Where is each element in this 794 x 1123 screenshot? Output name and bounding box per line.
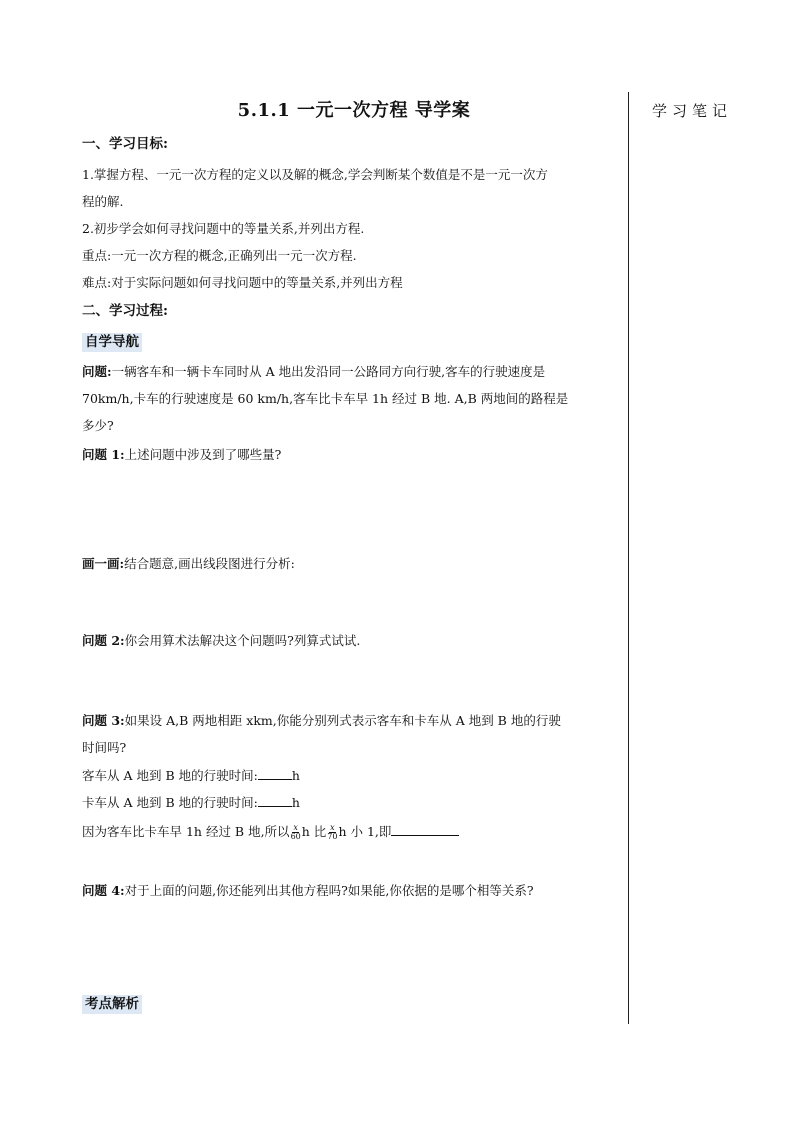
question-4 [82,883,534,898]
problem-line-2: 70km/h,卡车的行驶速度是 60 km/h,客车比卡车早 1h 经过 B 地. A,B 两地间的路程是 [82,391,569,406]
key-point: 重点:一元一次方程的概念,正确列出一元一次方程. [82,248,357,263]
fraction-2-numerator: x [330,823,335,832]
truck-time-line [82,794,300,810]
bus-time-unit: h [291,768,300,783]
fraction-2-denominator: 70 [327,832,338,841]
equation-blank[interactable] [391,823,459,836]
problem-line-1 [82,364,545,379]
draw-prompt [82,556,295,571]
difficulty-point: 难点:对于实际问题如何寻找问题中的等量关系,并列出方程 [82,275,403,290]
question-3-text-1: 如果设 A,B 两地相距 xkm,你能分别列式表示客车和卡车从 A 地到 B 地的行驶 [124,713,561,728]
problem-label: 问题: [82,364,112,379]
question-2 [82,633,360,648]
exam-analysis-label: 考点解析 [82,995,142,1014]
fraction-x-over-70 [327,824,337,841]
question-2-text: 你会用算术法解决这个问题吗?列算式试试. [124,633,361,648]
section-process-heading: 二、学习过程: [82,303,168,319]
notes-column-divider [628,92,629,1024]
truck-time-blank[interactable] [258,794,292,807]
question-2-label: 问题 2: [82,633,125,648]
study-notes-label: 学习笔记 [652,102,733,120]
question-1 [82,447,281,462]
question-4-text: 对于上面的问题,你还能列出其他方程吗?如果能,你依据的是哪个相等关系? [124,883,534,898]
objective-1-line-2: 程的解. [82,194,124,209]
question-3-line-2: 时间吗? [82,740,127,755]
question-3-label: 问题 3: [82,713,125,728]
because-mid-2: h 小 1,即 [338,824,392,839]
because-line [82,823,459,841]
question-1-text: 上述问题中涉及到了哪些量? [124,447,282,462]
draw-text: 结合题意,画出线段图进行分析: [124,556,295,571]
question-1-label: 问题 1: [82,447,125,462]
fraction-x-over-60 [291,824,301,841]
problem-text-1: 一辆客车和一辆卡车同时从 A 地出发沿同一公路同方向行驶,客车的行驶速度是 [111,364,546,379]
self-study-nav-label: 自学导航 [82,333,142,352]
draw-label: 画一画: [82,556,125,571]
bus-time-blank[interactable] [258,767,292,780]
question-4-label: 问题 4: [82,883,125,898]
truck-time-prefix: 卡车从 A 地到 B 地的行驶时间: [82,795,258,810]
truck-time-unit: h [291,795,300,810]
because-mid-1: h 比 [301,824,327,839]
objective-1-line-1: 1.掌握方程、一元一次方程的定义以及解的概念,学会判断某个数值是不是一元一次方 [82,167,548,182]
page-title: 5.1.1 一元一次方程 导学案 [237,100,471,121]
objective-2: 2.初步学会如何寻找问题中的等量关系,并列出方程. [82,221,365,236]
section-objectives-heading: 一、学习目标: [82,136,168,152]
because-prefix: 因为客车比卡车早 1h 经过 B 地,所以 [82,824,290,839]
fraction-1-denominator: 60 [290,832,301,841]
bus-time-line [82,767,300,783]
problem-line-3: 多少? [82,418,114,433]
question-3-line-1 [82,713,561,728]
bus-time-prefix: 客车从 A 地到 B 地的行驶时间: [82,768,258,783]
fraction-1-numerator: x [293,823,298,832]
